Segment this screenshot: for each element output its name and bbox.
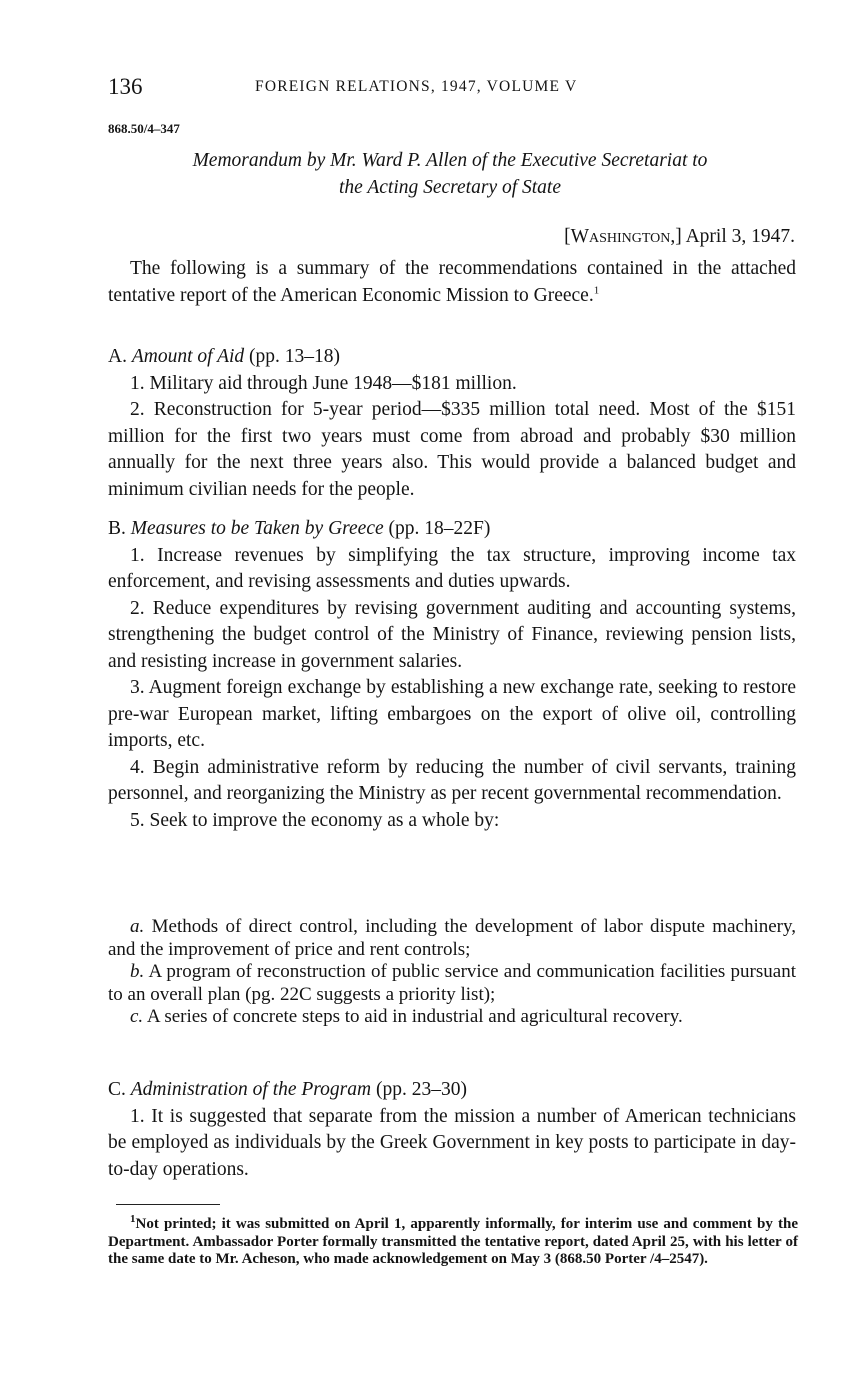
- list-item: 4. Begin administrative reform by reducing the number of civil servants, training personnel, and reorganizing the Ministry as per recent governmental recommendation.: [108, 756, 796, 804]
- section-letter: A.: [108, 346, 127, 367]
- running-title: FOREIGN RELATIONS, 1947, VOLUME V: [255, 78, 578, 95]
- memo-title-line: the Acting Secretary of State: [338, 177, 562, 198]
- footnote-text: Not printed; it was submitted on April 1, apparently informally, for interim use and comment by the Department. Ambassador Porter formally transmitted the tentative report, dated April 25, with his letter of the same date to Mr. Acheson, who made acknowledgement on May 3 (868.50 Porter /4–2547).: [108, 1216, 798, 1267]
- sub-item-text: A program of reconstruction of public service and communication facilities pursuant to an overall plan (pg. 22C suggests a priority list);: [108, 961, 796, 1005]
- footnote-divider: [116, 1204, 220, 1205]
- sub-item: [108, 1006, 796, 1029]
- section-c-heading: [108, 1077, 796, 1104]
- page-header: [108, 74, 798, 104]
- file-number: 868.50/4–347: [108, 121, 180, 136]
- section-c: [108, 1077, 796, 1183]
- sub-item-letter: a.: [130, 916, 145, 937]
- section-b-heading: [108, 516, 796, 543]
- footnote: [108, 1213, 798, 1269]
- dateline: [564, 226, 795, 248]
- footnote-ref: 1: [593, 284, 600, 296]
- page-number: 136: [108, 74, 143, 99]
- sub-item: [108, 916, 796, 961]
- list-item: 2. Reconstruction for 5-year period—$335 million total need. Most of the $151 million for the first two years must come from abroad and probably $30 million annually for the next three years also. This would provide a balanced budget and minimum civilian needs for the people.: [108, 399, 796, 500]
- list-item: 1. Military aid through June 1948—$181 million.: [130, 372, 517, 394]
- sub-item-text: A series of concrete steps to aid in industrial and agricultural recovery.: [146, 1006, 683, 1027]
- memo-title-line: Memorandum by Mr. Ward P. Allen of the Executive Secretariat to: [192, 150, 708, 171]
- section-pages: (pp. 23–30): [375, 1079, 467, 1100]
- sub-item-letter: c.: [130, 1006, 144, 1027]
- section-title: Amount of Aid: [131, 346, 245, 367]
- list-item: 3. Augment foreign exchange by establishing a new exchange rate, seeking to restore pre-war European market, lifting embargoes on the export of olive oil, controlling imports, etc.: [108, 677, 796, 751]
- section-pages: (pp. 18–22F): [388, 518, 491, 539]
- section-letter: C.: [108, 1079, 126, 1100]
- list-item: 1. It is suggested that separate from the mission a number of American technicians be employed as individuals by the Greek Government in key posts to participate in day-to-day operations.: [108, 1105, 796, 1180]
- list-item: 1. Increase revenues by simplifying the tax structure, improving income tax enforcement, and revising assessments and duties upwards.: [108, 544, 796, 592]
- section-b: [108, 516, 796, 834]
- section-title: Administration of the Program: [130, 1079, 372, 1100]
- intro-paragraph: [108, 256, 796, 309]
- dateline-date: April 3, 1947.: [681, 226, 795, 247]
- memo-title: [100, 147, 800, 201]
- footnote-marker: 1: [130, 1213, 136, 1225]
- dateline-place: Washington: [570, 226, 671, 247]
- section-title: Measures to be Taken by Greece: [130, 518, 384, 539]
- sub-item-letter: b.: [130, 961, 145, 982]
- intro-block: [108, 256, 796, 309]
- section-b-subitems: [108, 916, 796, 1029]
- list-item: 5. Seek to improve the economy as a whole by:: [130, 809, 500, 831]
- list-item: 2. Reduce expenditures by revising government auditing and accounting systems, strengthening the budget control of the Ministry of Finance, reviewing pension lists, and resisting increase in government salaries.: [108, 597, 796, 672]
- section-pages: (pp. 13–18): [249, 346, 341, 367]
- sub-item: [108, 961, 796, 1006]
- section-letter: B.: [108, 518, 126, 539]
- sub-item-text: Methods of direct control, including the development of labor dispute machinery, and the improvement of price and rent controls;: [108, 916, 797, 960]
- section-a: [108, 344, 796, 503]
- footnote-paragraph: [108, 1213, 798, 1269]
- dateline-bracket: ,]: [670, 226, 682, 247]
- section-a-heading: [108, 344, 796, 371]
- dateline-bracket: [: [564, 226, 571, 247]
- intro-text: The following is a summary of the recommendations contained in the attached tentative report of the American Economic Mission to Greece.: [108, 258, 796, 306]
